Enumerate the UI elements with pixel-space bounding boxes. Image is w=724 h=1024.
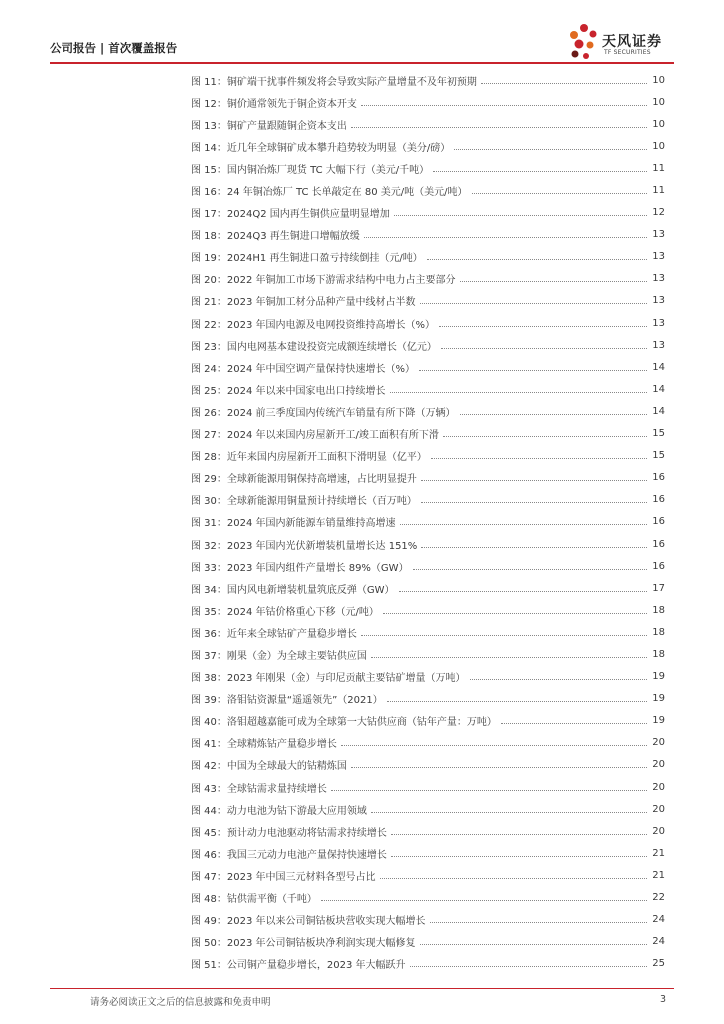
toc-entry-page: 13 (652, 229, 665, 241)
toc-entry-page: 16 (652, 516, 665, 528)
toc-entry-title: 图 51：公司铜产量稳步增长，2023 年大幅跃升 (191, 960, 406, 972)
toc-entry[interactable] (191, 246, 665, 268)
toc-entry-title: 图 42：中国为全球最大的钴精炼国 (191, 761, 347, 773)
toc-entry-page: 14 (652, 405, 665, 417)
toc-leader-dots (413, 569, 647, 570)
toc-leader-dots (501, 723, 647, 724)
toc-entry-page: 16 (652, 560, 665, 572)
toc-entry-title: 图 48：钴供需平衡（千吨） (191, 894, 317, 906)
toc-entry-title: 图 23：国内电网基本建设投资完成额连续增长（亿元） (191, 341, 437, 353)
page-number: 3 (659, 994, 666, 1005)
toc-entry-page: 20 (652, 759, 665, 771)
toc-entry[interactable] (191, 820, 665, 842)
toc-leader-dots (439, 326, 647, 327)
toc-entry-title: 图 12：铜价通常领先于铜企资本开支 (191, 98, 357, 110)
toc-entry-page: 20 (652, 825, 665, 837)
footer-disclaimer: 请务必阅读正文之后的信息披露和免责申明 (90, 997, 271, 1008)
toc-entry[interactable] (191, 886, 665, 908)
toc-entry[interactable] (191, 776, 665, 798)
toc-entry-title: 图 19：2024H1 再生铜进口盈亏持续倒挂（元/吨） (191, 253, 423, 265)
toc-entry[interactable] (191, 91, 665, 113)
toc-entry-title: 图 25：2024 年以来中国家电出口持续增长 (191, 385, 386, 397)
toc-entry[interactable] (191, 511, 665, 533)
toc-entry-page: 21 (652, 869, 665, 881)
toc-entry[interactable] (191, 643, 665, 665)
toc-entry-page: 13 (652, 295, 665, 307)
toc-entry-page: 18 (652, 604, 665, 616)
toc-leader-dots (431, 458, 647, 459)
toc-entry-page: 13 (652, 317, 665, 329)
toc-entry[interactable] (191, 666, 665, 688)
toc-entry[interactable] (191, 732, 665, 754)
toc-entry[interactable] (191, 356, 665, 378)
toc-entry-title: 图 28：近年来国内房屋新开工面积下滑明显（亿平） (191, 452, 427, 464)
toc-entry[interactable] (191, 621, 665, 643)
toc-entry-page: 18 (652, 648, 665, 660)
toc-leader-dots (331, 790, 647, 791)
toc-leader-dots (433, 171, 647, 172)
toc-entry-page: 16 (652, 472, 665, 484)
toc-entry-page: 20 (652, 781, 665, 793)
toc-entry[interactable] (191, 113, 665, 135)
toc-leader-dots (421, 502, 647, 503)
toc-entry[interactable] (191, 754, 665, 776)
toc-entry-page: 14 (652, 383, 665, 395)
toc-leader-dots (460, 281, 647, 282)
toc-entry-title: 图 40：洛钼超越嘉能可成为全球第一大钴供应商（钴年产量：万吨） (191, 717, 497, 729)
toc-entry-page: 19 (652, 715, 665, 727)
toc-entry-title: 图 38：2023 年刚果（金）与印尼贡献主要钴矿增量（万吨） (191, 673, 466, 685)
toc-entry-page: 11 (652, 185, 665, 197)
toc-entry-title: 图 18：2024Q3 再生铜进口增幅放缓 (191, 231, 360, 243)
toc-entry[interactable] (191, 710, 665, 732)
toc-entry[interactable] (191, 533, 665, 555)
toc-entry[interactable] (191, 334, 665, 356)
toc-entry[interactable] (191, 157, 665, 179)
toc-entry-page: 21 (652, 847, 665, 859)
toc-entry-title: 图 45：预计动力电池驱动将钴需求持续增长 (191, 827, 387, 839)
toc-entry-page: 19 (652, 671, 665, 683)
toc-entry[interactable] (191, 489, 665, 511)
toc-entry-title: 图 37：刚果（金）为全球主要钴供应国 (191, 650, 367, 662)
toc-entry-page: 15 (652, 428, 665, 440)
toc-entry-page: 18 (652, 626, 665, 638)
report-header-label: 公司报告 | 首次覆盖报告 (50, 41, 178, 55)
toc-entry-title: 图 27：2024 年以来国内房屋新开工/竣工面积有所下滑 (191, 430, 439, 442)
toc-leader-dots (380, 878, 647, 879)
toc-leader-dots (371, 812, 647, 813)
toc-entry-title: 图 50：2023 年公司铜钴板块净利润实现大幅修复 (191, 938, 416, 950)
toc-entry-page: 13 (652, 273, 665, 285)
toc-entry[interactable] (191, 909, 665, 931)
toc-entry-page: 14 (652, 361, 665, 373)
toc-leader-dots (430, 922, 647, 923)
toc-entry-page: 25 (652, 958, 665, 970)
toc-leader-dots (421, 547, 647, 548)
toc-leader-dots (410, 966, 647, 967)
toc-leader-dots (419, 370, 647, 371)
footer-divider (50, 988, 674, 989)
toc-entry-title: 图 24：2024 年中国空调产量保持快速增长（%） (191, 363, 416, 375)
toc-entry-page: 24 (652, 936, 665, 948)
toc-entry[interactable] (191, 378, 665, 400)
toc-entry-page: 20 (652, 803, 665, 815)
toc-entry-title: 图 33：2023 年国内组件产量增长 89%（GW） (191, 562, 409, 574)
toc-leader-dots (460, 414, 647, 415)
toc-leader-dots (361, 635, 647, 636)
toc-entry-page: 19 (652, 693, 665, 705)
toc-entry[interactable] (191, 69, 665, 91)
toc-entry-title: 图 39：洛钼钴资源量“遥遥领先”（2021） (191, 695, 383, 707)
toc-entry-title: 图 46：我国三元动力电池产量保持快速增长 (191, 849, 387, 861)
figure-table-of-contents (191, 69, 665, 975)
company-logo (566, 22, 676, 66)
logo-mark-icon (566, 22, 602, 62)
toc-entry[interactable] (191, 445, 665, 467)
toc-leader-dots (472, 193, 648, 194)
toc-entry[interactable] (191, 555, 665, 577)
toc-entry[interactable] (191, 312, 665, 334)
toc-leader-dots (321, 900, 647, 901)
logo-english-name: TF SECURITIES (604, 49, 651, 56)
toc-entry-page: 11 (652, 162, 665, 174)
toc-leader-dots (454, 149, 647, 150)
toc-entry[interactable] (191, 953, 665, 975)
toc-entry-title: 图 22：2023 年国内电源及电网投资维持高增长（%） (191, 319, 436, 331)
toc-entry[interactable] (191, 599, 665, 621)
toc-entry-title: 图 35：2024 年钴价格重心下移（元/吨） (191, 606, 379, 618)
toc-entry[interactable] (191, 423, 665, 445)
toc-entry-page: 13 (652, 251, 665, 263)
toc-entry-page: 20 (652, 737, 665, 749)
toc-leader-dots (420, 303, 647, 304)
toc-entry-title: 图 14：近几年全球铜矿成本攀升趋势较为明显（美分/磅） (191, 142, 451, 154)
toc-entry[interactable] (191, 798, 665, 820)
toc-entry-page: 22 (652, 892, 665, 904)
toc-entry[interactable] (191, 400, 665, 422)
toc-entry[interactable] (191, 842, 665, 864)
toc-leader-dots (391, 834, 647, 835)
toc-leader-dots (390, 392, 647, 393)
toc-entry-page: 10 (652, 118, 665, 130)
toc-leader-dots (470, 679, 647, 680)
toc-entry[interactable] (191, 135, 665, 157)
toc-leader-dots (421, 480, 647, 481)
toc-entry-title: 图 41：全球精炼钴产量稳步增长 (191, 739, 337, 751)
toc-entry-page: 17 (652, 582, 665, 594)
toc-entry-page: 16 (652, 494, 665, 506)
toc-entry-page: 16 (652, 538, 665, 550)
toc-entry-title: 图 44：动力电池为钴下游最大应用领域 (191, 805, 367, 817)
toc-leader-dots (441, 348, 647, 349)
toc-leader-dots (391, 856, 647, 857)
toc-entry[interactable] (191, 179, 665, 201)
toc-entry-title: 图 16：24 年铜冶炼厂 TC 长单敲定在 80 美元/吨（美元/吨） (191, 187, 468, 199)
toc-entry[interactable] (191, 577, 665, 599)
toc-entry[interactable] (191, 224, 665, 246)
toc-entry[interactable] (191, 688, 665, 710)
toc-entry[interactable] (191, 467, 665, 489)
toc-entry-title: 图 43：全球钴需求量持续增长 (191, 783, 327, 795)
toc-leader-dots (364, 237, 647, 238)
toc-entry[interactable] (191, 268, 665, 290)
toc-leader-dots (387, 701, 647, 702)
toc-leader-dots (481, 83, 647, 84)
toc-entry-title: 图 49：2023 年以来公司铜钴板块营收实现大幅增长 (191, 916, 426, 928)
toc-entry-title: 图 29：全球新能源用铜保持高增速，占比明显提升 (191, 474, 417, 486)
toc-entry-page: 10 (652, 96, 665, 108)
toc-entry-page: 12 (652, 207, 665, 219)
toc-entry-page: 24 (652, 914, 665, 926)
toc-entry-title: 图 11：铜矿端干扰事件频发将会导致实际产量增量不及年初预期 (191, 76, 477, 88)
toc-entry-title: 图 20：2022 年铜加工市场下游需求结构中电力占主要部分 (191, 275, 456, 287)
toc-entry-title: 图 36：近年来全球钴矿产量稳步增长 (191, 628, 357, 640)
header-divider (50, 62, 674, 64)
toc-entry-title: 图 21：2023 年铜加工材分品种产量中线材占半数 (191, 297, 416, 309)
toc-leader-dots (394, 215, 647, 216)
toc-leader-dots (351, 767, 647, 768)
toc-entry-title: 图 17：2024Q2 国内再生铜供应量明显增加 (191, 209, 390, 221)
toc-entry-page: 10 (652, 74, 665, 86)
toc-leader-dots (341, 745, 647, 746)
toc-leader-dots (351, 127, 647, 128)
toc-entry-title: 图 32：2023 年国内光伏新增装机量增长达 151% (191, 540, 418, 552)
toc-entry[interactable] (191, 290, 665, 312)
toc-entry-page: 10 (652, 140, 665, 152)
logo-company-name: 天风证券 (602, 34, 662, 50)
toc-entry-title: 图 47：2023 年中国三元材料各型号占比 (191, 871, 376, 883)
toc-entry-page: 15 (652, 450, 665, 462)
toc-entry-title: 图 34：国内风电新增装机量筑底反弹（GW） (191, 584, 395, 596)
toc-leader-dots (427, 259, 647, 260)
toc-leader-dots (383, 613, 647, 614)
toc-entry-page: 13 (652, 339, 665, 351)
toc-entry[interactable] (191, 202, 665, 224)
toc-entry-title: 图 26：2024 前三季度国内传统汽车销量有所下降（万辆） (191, 407, 456, 419)
toc-entry[interactable] (191, 864, 665, 886)
toc-leader-dots (399, 591, 647, 592)
toc-leader-dots (361, 105, 647, 106)
toc-entry[interactable] (191, 931, 665, 953)
toc-leader-dots (420, 944, 647, 945)
toc-leader-dots (443, 436, 647, 437)
toc-entry-title: 图 30：全球新能源用铜量预计持续增长（百万吨） (191, 496, 417, 508)
toc-leader-dots (400, 524, 647, 525)
toc-leader-dots (371, 657, 647, 658)
toc-entry-title: 图 13：铜矿产量跟随铜企资本支出 (191, 120, 347, 132)
toc-entry-title: 图 15：国内铜冶炼厂现货 TC 大幅下行（美元/千吨） (191, 164, 430, 176)
toc-entry-title: 图 31：2024 年国内新能源车销量维持高增速 (191, 518, 396, 530)
